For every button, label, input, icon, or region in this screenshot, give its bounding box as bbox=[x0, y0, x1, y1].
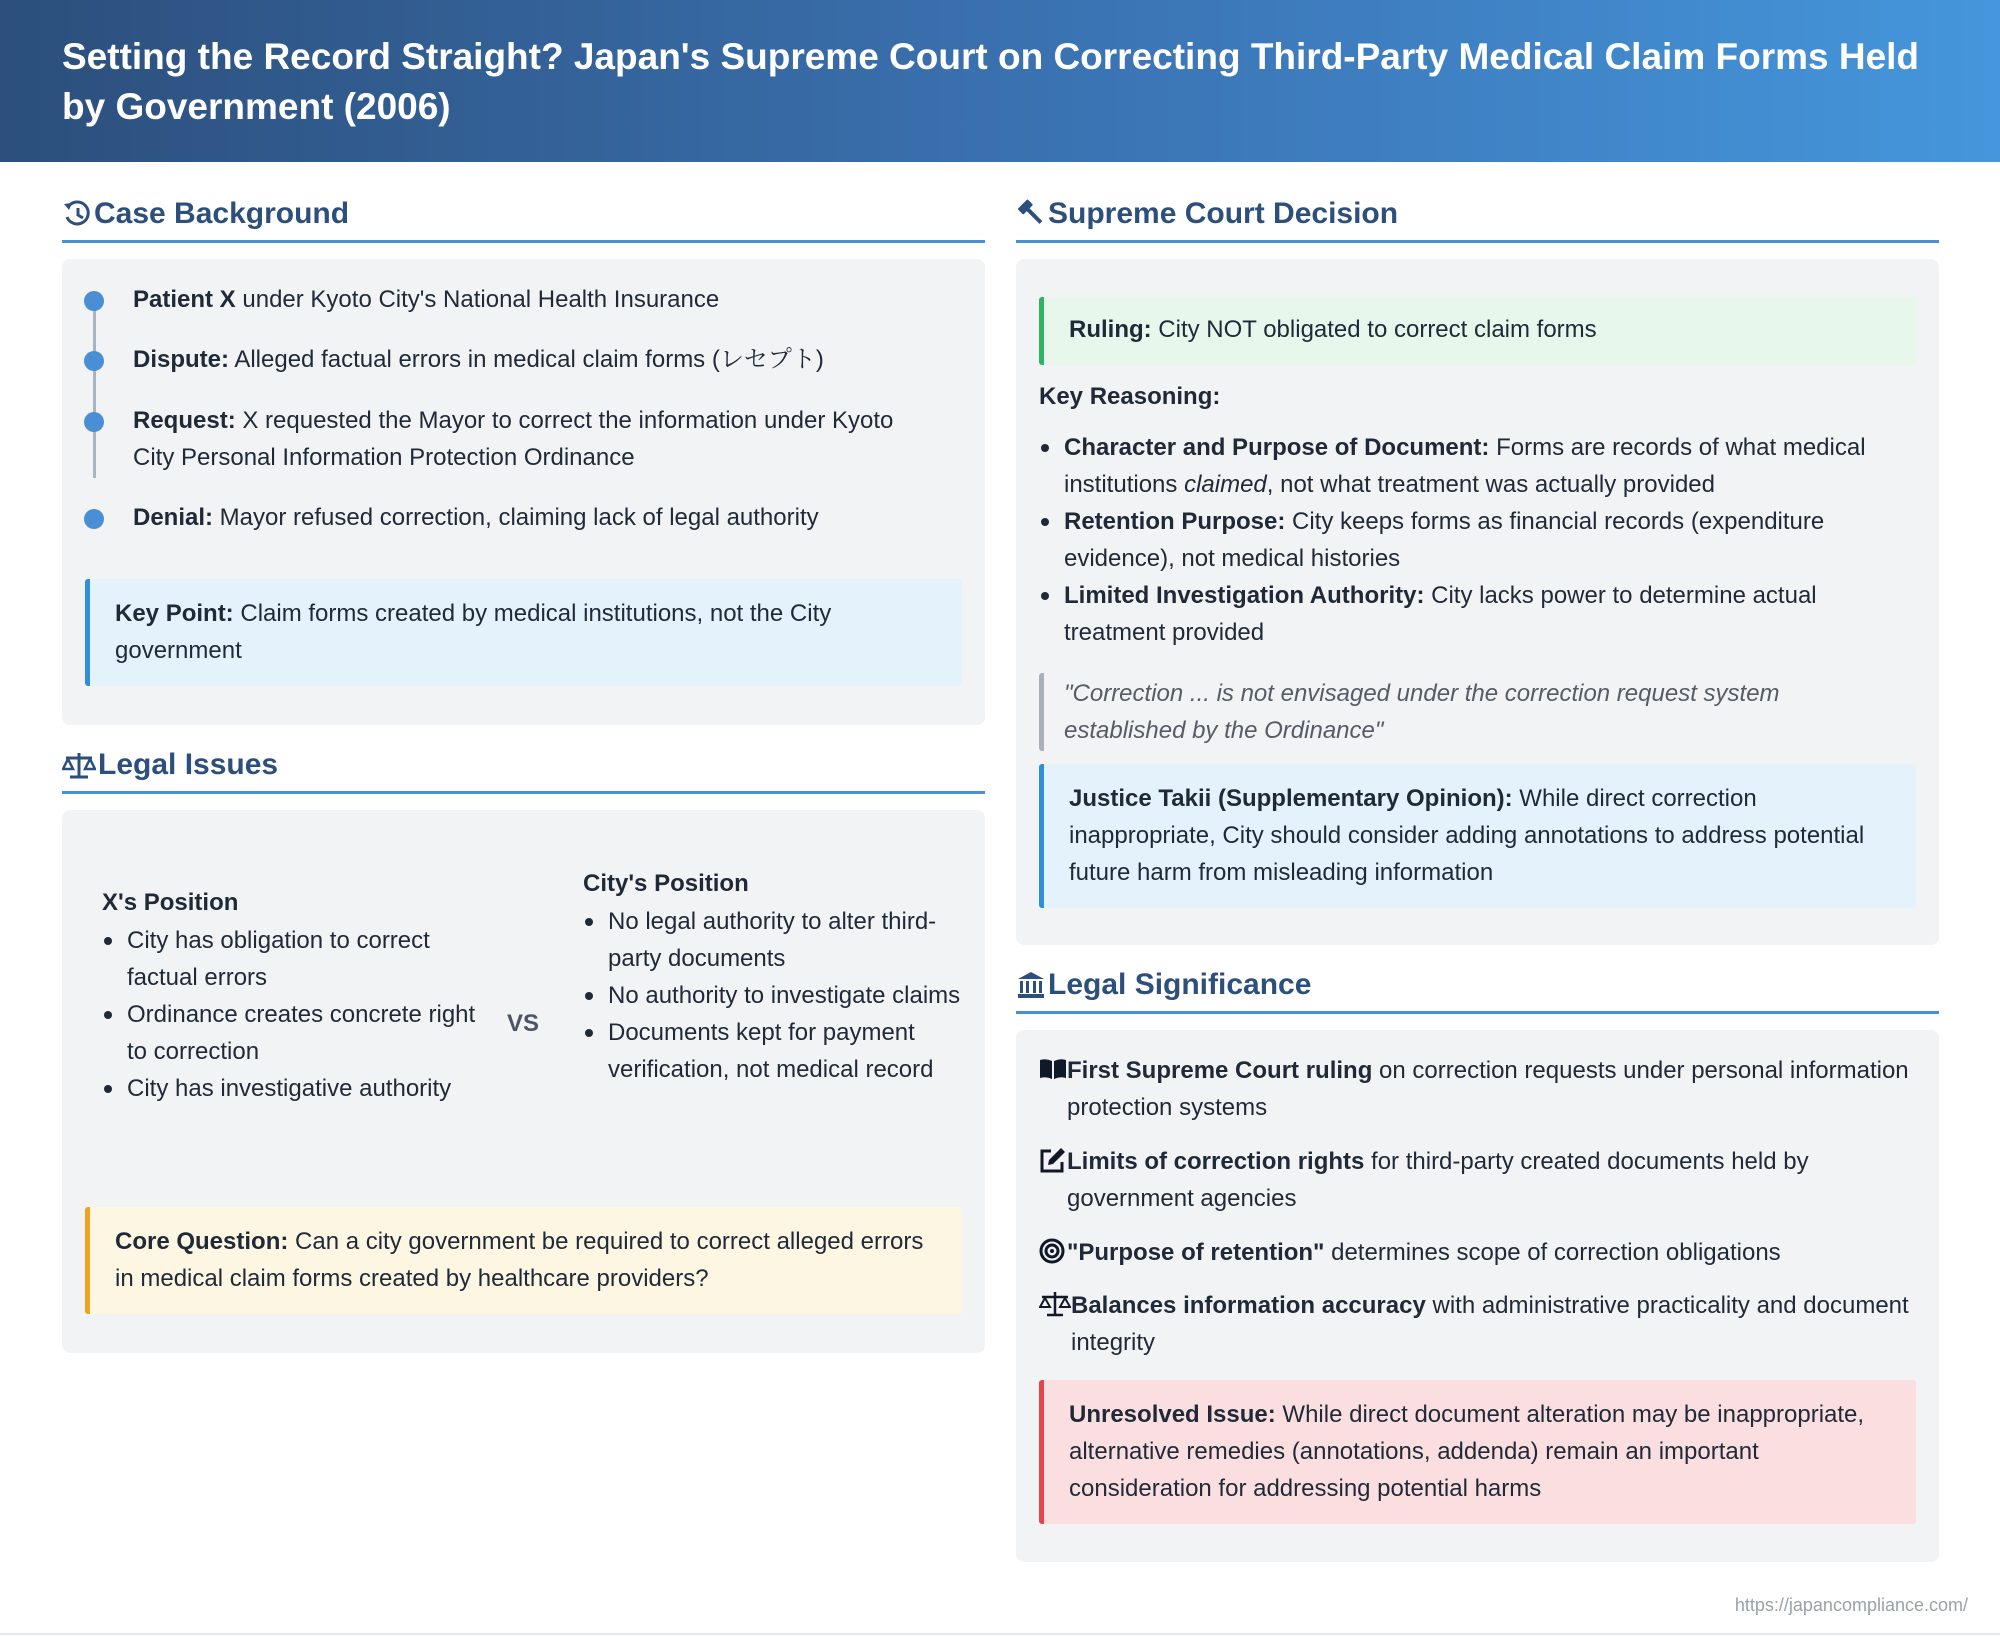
timeline-dot bbox=[84, 291, 104, 311]
case-background-card bbox=[62, 259, 985, 725]
timeline-item: Patient X under Kyoto City's National Health Insurance bbox=[62, 281, 912, 318]
balance-scale-icon bbox=[62, 750, 96, 780]
timeline-item: Request: X requested the Mayor to correct the information under Kyoto City Personal Information Protection Ordinance bbox=[62, 402, 912, 476]
legal-issues-card bbox=[62, 810, 985, 1353]
page-header bbox=[0, 0, 2000, 162]
unresolved-issue-note: Unresolved Issue: While direct document alteration may be inappropriate, alternative remedies (annotations, addenda) remain an important consideration for addressing potential harms bbox=[1039, 1380, 1916, 1524]
significance-item: First Supreme Court ruling on correction requests under personal information protection systems bbox=[1039, 1052, 1916, 1126]
reasoning-list bbox=[1039, 429, 1916, 651]
supreme-court-decision-heading: Supreme Court Decision bbox=[1016, 187, 1939, 243]
legal-significance-heading: Legal Significance bbox=[1016, 958, 1939, 1014]
ruling-note: Ruling: City NOT obligated to correct claim forms bbox=[1039, 297, 1916, 365]
x-position-heading: X's Position bbox=[102, 889, 239, 916]
decision-card bbox=[1016, 259, 1939, 945]
timeline-dot bbox=[84, 509, 104, 529]
legal-issues-heading: Legal Issues bbox=[62, 738, 985, 794]
history-icon bbox=[62, 199, 92, 229]
case-background-heading: Case Background bbox=[62, 187, 985, 243]
supplementary-opinion-note: Justice Takii (Supplementary Opinion): While direct correction inappropriate, City should consider adding annotations to address potential future harm from misleading information bbox=[1039, 764, 1916, 908]
list-item: Ordinance creates concrete right to correction bbox=[102, 996, 482, 1070]
timeline-item: Denial: Mayor refused correction, claiming lack of legal authority bbox=[62, 499, 912, 536]
significance-item: Limits of correction rights for third-party created documents held by government agencies bbox=[1039, 1143, 1916, 1217]
list-item: Limited Investigation Authority: City lacks power to determine actual treatment provided bbox=[1039, 577, 1916, 651]
landmark-icon bbox=[1016, 970, 1046, 1000]
list-item: City has obligation to correct factual errors bbox=[102, 922, 482, 996]
list-item: No legal authority to alter third-party documents bbox=[583, 903, 963, 977]
timeline-item: Dispute: Alleged factual errors in medical claim forms (レセプト) bbox=[62, 341, 912, 378]
x-position bbox=[102, 884, 482, 1107]
footer-url[interactable]: https://japancompliance.com/ bbox=[1734, 1595, 1968, 1615]
key-reasoning-heading: Key Reasoning: bbox=[1039, 383, 1221, 410]
balance-icon bbox=[1039, 1290, 1071, 1318]
left-column bbox=[62, 162, 985, 1353]
list-item: Character and Purpose of Document: Forms are records of what medical institutions claimed, not what treatment was actually provided bbox=[1039, 429, 1916, 503]
list-item: Documents kept for payment verification, not medical record bbox=[583, 1014, 963, 1088]
city-position-list bbox=[583, 903, 963, 1088]
court-quote: "Correction ... is not envisaged under the correction request system established by the Ordinance" bbox=[1039, 673, 1916, 751]
list-item: No authority to investigate claims bbox=[583, 977, 963, 1014]
x-position-list bbox=[102, 922, 482, 1107]
significance-item: "Purpose of retention" determines scope of correction obligations bbox=[1039, 1234, 1916, 1271]
target-icon bbox=[1039, 1237, 1067, 1265]
city-position bbox=[583, 865, 963, 1088]
significance-item: Balances information accuracy with administrative practicality and document integrity bbox=[1039, 1287, 1916, 1361]
edit-icon bbox=[1039, 1146, 1067, 1174]
vs-label: VS bbox=[507, 1010, 540, 1037]
right-column bbox=[1016, 162, 1939, 1562]
timeline-dot bbox=[84, 412, 104, 432]
book-icon bbox=[1039, 1055, 1067, 1083]
significance-card bbox=[1016, 1030, 1939, 1562]
list-item: City has investigative authority bbox=[102, 1070, 482, 1107]
timeline-dot bbox=[84, 351, 104, 371]
bottom-divider bbox=[0, 1633, 2000, 1635]
list-item: Retention Purpose: City keeps forms as financial records (expenditure evidence), not medical histories bbox=[1039, 503, 1916, 577]
key-point-note: Key Point: Claim forms created by medical institutions, not the City government bbox=[85, 579, 962, 686]
city-position-heading: City's Position bbox=[583, 870, 749, 897]
gavel-icon bbox=[1016, 199, 1046, 229]
page-title: Setting the Record Straight? Japan's Supreme Court on Correcting Third-Party Medical Claim Forms Held by Government (2006) bbox=[62, 36, 1920, 127]
core-question-note: Core Question: Can a city government be required to correct alleged errors in medical claim forms created by healthcare providers? bbox=[85, 1207, 962, 1314]
